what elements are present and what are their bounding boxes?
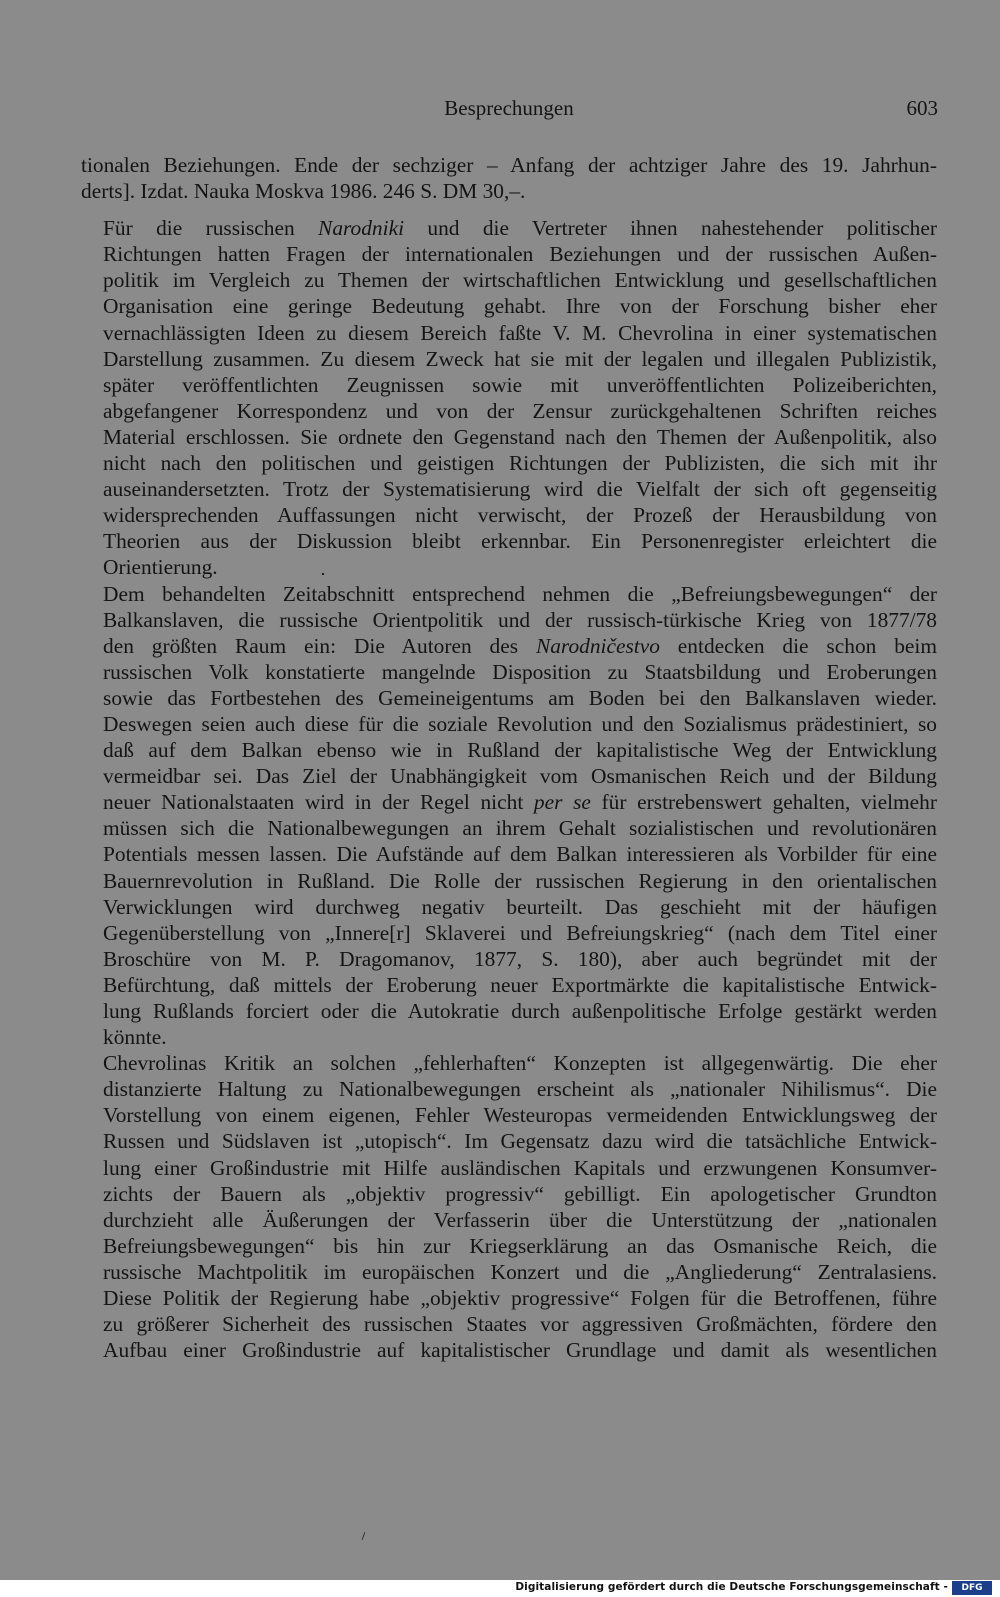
text-line: russische Machtpolitik im europäischen Konzert und die „Angliederung“ Zentralasiens. [103,1259,937,1284]
paragraph-intro [81,152,937,204]
text-line: Orientierung. [103,555,218,580]
text-line: sowie das Fortbestehen des Gemeineigentums am Boden bei den Balkanslaven wieder. [103,685,937,710]
digitization-footer [0,1580,1000,1597]
text-line: zu größerer Sicherheit des russischen Staates vor aggressiven Großmächten, fördere den [103,1312,937,1337]
running-head-title: Besprechungen [444,96,574,120]
text-line: Vorstellung von einem eigenen, Fehler Westeuropas vermeidenden Entwicklungsweg der [103,1103,937,1128]
text-line: vernachlässigten Ideen zu diesem Bereich faßte V. M. Chevrolina in einer systematischen [103,320,937,345]
text-line: Broschüre von M. P. Dragomanov, 1877, S. 180), aber auch begründet mit der [103,946,937,971]
text-line: durchzieht alle Äußerungen der Verfasserin über die Unterstützung der „nationalen [103,1207,937,1232]
text-line: Dem behandelten Zeitabschnitt entsprechend nehmen die „Befreiungsbewegungen“ der [103,581,937,606]
text-line: Gegenüberstellung von „Innere[r] Sklaverei und Befreiungskrieg“ (nach dem Titel einer [103,920,937,945]
italic-term: per se [533,790,591,815]
text-line: Befürchtung, daß mittels der Eroberung neuer Exportmärkte die kapitalistische Entwick- [103,972,937,997]
paragraph-2 [81,581,937,1051]
text-line: Aufbau einer Großindustrie auf kapitalistischer Grundlage und damit als wesentlichen [103,1338,937,1363]
text-line: Potentials messen lassen. Die Aufstände auf dem Balkan interessieren als Vorbilder für eine [103,842,937,867]
text-line: Balkanslaven, die russische Orientpolitik und der russisch-türkische Krieg von 1877/78 [103,607,937,632]
text-line: daß auf dem Balkan ebenso wie in Rußland der kapitalistische Weg der Entwicklung [103,738,937,763]
text-line: russischen Volk konstatierte mangelnde Disposition zu Staatsbildung und Eroberungen [103,659,937,684]
text-line: auseinandersetzten. Trotz der Systematisierung wird die Vielfalt der sich oft gegenseitig [103,477,937,502]
text-line: lung Rußlands forciert oder die Autokratie durch außenpolitische Erfolge gestärkt werden [103,999,937,1023]
text-line: lung einer Großindustrie mit Hilfe ausländischen Kapitals und erzwungenen Konsumver- [103,1155,937,1180]
text-line: Bauernrevolution in Rußland. Die Rolle der russischen Regierung in den orientalischen [103,868,937,893]
text-line: den größten Raum ein: Die Autoren des Narodničestvo entdecken die schon beim [103,633,937,658]
text-line: Verwicklungen wird durchweg negativ beurteilt. Das geschieht mit der häufigen [103,894,937,919]
text-line: tionalen Beziehungen. Ende der sechziger – Anfang der achtziger Jahre des 19. Jahrhun- [81,153,937,177]
footer-credit: Digitalisierung gefördert durch die Deutsche Forschungsgemeinschaft - [515,1581,948,1593]
article-body [81,152,937,1363]
text-line: vermeidbar sei. Das Ziel der Unabhängigkeit vom Osmanischen Reich und der Bildung [103,764,937,789]
text-line: Russen und Südslaven ist „utopisch“. Im Gegensatz dazu wird die tatsächliche Entwick- [103,1129,937,1154]
page-number: 603 [906,96,938,120]
text-line: widersprechenden Auffassungen nicht verwischt, der Prozeß der Herausbildung von [103,503,937,528]
text-line: Deswegen seien auch diese für die soziale Revolution und den Sozialismus prädestiniert, so [103,711,937,736]
text-line: Material erschlossen. Sie ordnete den Gegenstand nach den Themen der Außenpolitik, also [103,424,937,449]
scan-mark [362,1532,366,1540]
italic-term: Narodničestvo [535,633,660,658]
running-head [80,96,938,124]
text-line: abgefangener Korrespondenz und von der Zensur zurückgehaltenen Schriften reiches [103,398,937,423]
dfg-logo-icon: DFG [952,1581,992,1595]
text-line: später veröffentlichten Zeugnissen sowie mit unveröffentlichten Polizeiberichten, [103,372,937,397]
text-line: könnte. [103,1025,167,1050]
text-line: nicht nach den politischen und geistigen Richtungen der Publizisten, die sich mit ihr [103,451,937,476]
text-line: müssen sich die Nationalbewegungen an ihrem Gehalt sozialistischen und revolutionären [103,816,937,841]
text-line: derts]. Izdat. Nauka Moskva 1986. 246 S. DM 30,–. [81,179,526,204]
text-line: Befreiungsbewegungen“ bis hin zur Kriegserklärung an das Osmanische Reich, die [103,1233,937,1258]
text-line: neuer Nationalstaaten wird in der Regel nicht per se für erstrebenswert gehalten, vielmehr [103,790,937,815]
scan-speck [322,573,324,575]
text-line: zichts der Bauern als „objektiv progressiv“ gebilligt. Ein apologetischer Grundton [103,1181,937,1206]
italic-term: Narodniki [318,216,405,241]
text-line: Chevrolinas Kritik an solchen „fehlerhaften“ Konzepten ist allgegenwärtig. Die eher [103,1051,937,1076]
text-line: Für die russischen Narodniki und die Vertreter ihnen nahestehender politischer [103,216,937,241]
text-line: distanzierte Haltung zu Nationalbewegungen erscheint als „nationaler Nihilismus“. Die [103,1077,937,1102]
text-line: Richtungen hatten Fragen der internationalen Beziehungen und der russischen Außen- [103,242,937,267]
paragraph-1 [81,215,937,580]
text-line: politik im Vergleich zu Themen der wirtschaftlichen Entwicklung und gesellschaftlichen [103,268,937,293]
text-line: Darstellung zusammen. Zu diesem Zweck hat sie mit der legalen und illegalen Publizistik, [103,346,937,371]
text-line: Organisation eine geringe Bedeutung gehabt. Ihre von der Forschung bisher eher [103,294,937,319]
text-line: Diese Politik der Regierung habe „objektiv progressive“ Folgen für die Betroffenen, führe [103,1286,937,1311]
paragraph-3 [81,1050,937,1363]
text-line: Theorien aus der Diskussion bleibt erkennbar. Ein Personenregister erleichtert die [103,529,937,554]
